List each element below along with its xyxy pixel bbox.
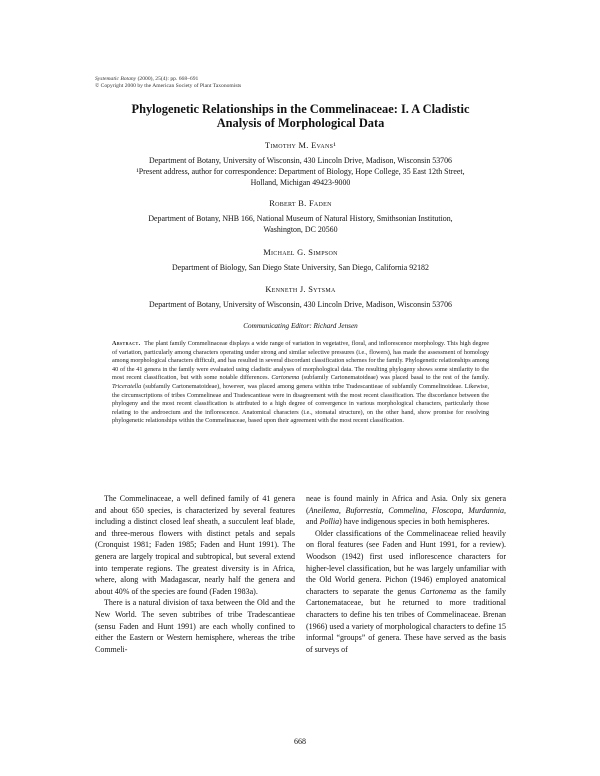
body-column-left — [95, 493, 295, 655]
body-paragraph: The Commelinaceae, a well defined family of 41 genera and about 650 species, is characterized by several features including a distinct closed leaf sheath, a succulent leaf blade, and three-merous flowers with distinct petals and sepals (Cronquist 1981; Faden 1985; Faden and Hunt 1991). The genera are largely tropical and subtropical, but several extend into temperate regions. The greatest diversity is in Africa, where, along with Madagascar, nearly half the genera and about 40% of the species are found (Faden 1983a). — [95, 494, 295, 596]
journal-citation: Systematic Botany (2000), 25(4): pp. 668–691 — [95, 76, 199, 82]
copyright-line: © Copyright 2000 by the American Society of Plant Taxonomists — [95, 83, 242, 89]
author-affiliation: Department of Biology, San Diego State University, San Diego, California 92182 — [172, 263, 429, 272]
body-paragraph: There is a natural division of taxa between the Old and the New World. The seven subtribes of tribe Tradescantieae (sensu Faden and Hunt 1991) are each wholly confined to either the Eastern or Western hemisphere, whereas the tribe Commeli- — [95, 598, 295, 654]
paper-title: Phylogenetic Relationships in the Commelinaceae: I. A Cladistic Analysis of Morphological Data — [131, 102, 470, 130]
journal-header — [95, 76, 241, 90]
author-name: Robert B. Faden — [269, 199, 332, 208]
body-paragraph: Older classifications of the Commelinaceae relied heavily on floral features (see Faden and Hunt 1991, for a review). Woodson (1942) first used inflorescence characters for higher-level classification, but he was largely unfamiliar with the Old World genera. Pichon (1946) employed anatomical characters to separate the genus Cartonema as the family Cartonemataceae, but he returned to more traditional characters to define his ten tribes of Commelinaceae. Brenan (1966) used a variety of morphological characters to define 15 informal “groups” of genera. These have served as the basis of surveys of — [306, 528, 506, 654]
body-column-right — [306, 493, 506, 655]
body-paragraph: neae is found mainly in Africa and Asia. Only six genera (Aneilema, Buforrestia, Commelina, Floscopa, Murdannia, and Pollia) have indigenous species in both hemispheres. — [306, 494, 506, 527]
communicating-editor: Communicating Editor: Richard Jensen — [243, 322, 358, 330]
author-affiliation: Department of Botany, University of Wisconsin, 430 Lincoln Drive, Madison, Wisconsin 53706 — [149, 300, 452, 309]
journal-name: Systematic Botany — [95, 76, 137, 82]
author-affiliation: Department of Botany, NHB 166, National Museum of Natural History, Smithsonian Institution, Washington, DC 20560 — [148, 214, 453, 234]
author-name: Michael G. Simpson — [263, 248, 338, 257]
abstract: Abstract. The plant family Commelinaceae displays a wide range of variation in vegetative, floral, and inflorescence morphology. This high degree of variation, particularly among characters operating under strong and similar selective pressures (i.e., flowers), has made the assessment of homology among morphological characters difficult, and has resulted in several discordant classification schemes for the family. Phylogenetic relationships among 40 of the 41 genera in the family were evaluated using cladistic analyses of morphological data. The resulting phylogeny shows some similarity to the most recent classification, but with some notable differences. Cartonema (subfamily Cartonematoideae) was placed basal to the rest of the family. Triceratella (subfamily Cartonematoideae), however, was placed among genera within tribe Tradescantieae of subfamily Commelinoideae. Likewise, the circumscriptions of tribes Commelineae and Tradescantieae were in disagreement with the most recent classification. The discordance between the phylogeny and the most recent classification is attributed to a high degree of convergence in various morphological characters, particularly those relating to the androecium and the inflorescence. Anatomical characters (i.e., stomatal structure), on the other hand, show promise for resolving phylogenetic relationships within the Commelinaceae, based upon their agreement with the most recent classification. — [112, 340, 490, 425]
page-number: 668 — [294, 737, 306, 746]
author-name: Kenneth J. Sytsma — [265, 285, 336, 294]
author-name: Timothy M. Evans¹ — [264, 141, 337, 150]
abstract-label: Abstract. — [112, 340, 141, 347]
author-affiliation: Department of Botany, University of Wisconsin, 430 Lincoln Drive, Madison, Wisconsin 53706 ¹Present address, author for correspondence: Department of Biology, Hope College, 35 East 12th Street, Holland, Michigan 49423-9000 — [136, 156, 465, 187]
